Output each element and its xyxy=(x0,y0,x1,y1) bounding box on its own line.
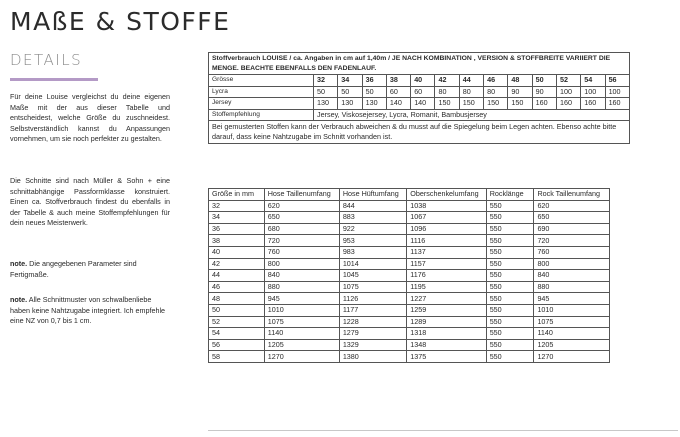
size-cell: 32 xyxy=(314,75,338,87)
table-cell: 550 xyxy=(486,316,534,328)
table-cell: 1140 xyxy=(534,328,610,340)
fabric-amount-cell: 50 xyxy=(362,86,386,98)
fabric-amount-cell: 80 xyxy=(459,86,483,98)
fabric-amount-cell: 130 xyxy=(362,98,386,110)
fabric-amount-cell: 140 xyxy=(386,98,410,110)
fabric-consumption-table xyxy=(208,52,630,144)
fabric-amount-cell: 160 xyxy=(581,98,605,110)
table-cell: 620 xyxy=(264,200,339,212)
table-cell: 1228 xyxy=(339,316,406,328)
table-cell: 1205 xyxy=(264,339,339,351)
fabric-amount-cell: 140 xyxy=(411,98,435,110)
table-cell: 1259 xyxy=(407,304,486,316)
table-row xyxy=(209,281,610,293)
table-cell: 550 xyxy=(486,281,534,293)
table-cell: 840 xyxy=(534,270,610,282)
size-cell: 56 xyxy=(605,75,629,87)
column-header: Oberschenkelumfang xyxy=(407,189,486,201)
size-cell: 34 xyxy=(338,75,362,87)
fabric-note: Bei gemusterten Stoffen kann der Verbrauch abweichen & du musst auf die Spiegelung beim Legen achten. Ebenso achte bitte darauf, dass keine Nahtzugabe im Schnitt vorhanden ist. xyxy=(209,121,630,144)
table-cell: 800 xyxy=(534,258,610,270)
table-cell: 1270 xyxy=(534,351,610,363)
table-cell: 42 xyxy=(209,258,265,270)
table-cell: 1014 xyxy=(339,258,406,270)
fabric-amount-cell: 150 xyxy=(484,98,508,110)
fabric-amount-cell: 160 xyxy=(556,98,580,110)
table-cell: 953 xyxy=(339,235,406,247)
table-row xyxy=(209,235,610,247)
size-cell: 36 xyxy=(362,75,386,87)
table-cell: 46 xyxy=(209,281,265,293)
bottom-divider xyxy=(208,430,678,431)
table-row xyxy=(209,258,610,270)
table-cell: 1279 xyxy=(339,328,406,340)
fabric-amount-cell: 60 xyxy=(386,86,410,98)
table-cell: 550 xyxy=(486,293,534,305)
fabric-amount-cell: 100 xyxy=(556,86,580,98)
table-cell: 1270 xyxy=(264,351,339,363)
size-row-label: Grösse xyxy=(209,75,314,87)
table-cell: 1157 xyxy=(407,258,486,270)
fabric-amount-cell: 100 xyxy=(581,86,605,98)
table-row xyxy=(209,328,610,340)
table-cell: 550 xyxy=(486,212,534,224)
measurement-header-row xyxy=(209,189,610,201)
fabric-amount-cell: 90 xyxy=(508,86,532,98)
table-cell: 1045 xyxy=(339,270,406,282)
accent-divider xyxy=(10,78,98,81)
table-cell: 50 xyxy=(209,304,265,316)
size-row xyxy=(209,75,630,87)
fabric-amount-cell: 130 xyxy=(314,98,338,110)
table-row xyxy=(209,293,610,305)
fabric-amount-cell: 160 xyxy=(532,98,556,110)
table-cell: 1075 xyxy=(264,316,339,328)
table-cell: 1375 xyxy=(407,351,486,363)
fabric-amount-cell: 150 xyxy=(435,98,459,110)
table-cell: 38 xyxy=(209,235,265,247)
table-cell: 40 xyxy=(209,246,265,258)
table-cell: 650 xyxy=(534,212,610,224)
table-cell: 1348 xyxy=(407,339,486,351)
size-cell: 44 xyxy=(459,75,483,87)
table-cell: 54 xyxy=(209,328,265,340)
fabric-amount-cell: 80 xyxy=(484,86,508,98)
table-cell: 1075 xyxy=(534,316,610,328)
table-cell: 550 xyxy=(486,223,534,235)
column-header: Hose Hüftumfang xyxy=(339,189,406,201)
table-cell: 550 xyxy=(486,270,534,282)
fabric-amount-cell: 100 xyxy=(605,86,629,98)
fabric-amount-cell: 90 xyxy=(532,86,556,98)
table-cell: 880 xyxy=(534,281,610,293)
note-label: note. xyxy=(10,259,28,268)
table-cell: 550 xyxy=(486,304,534,316)
recommendation-row xyxy=(209,109,630,121)
column-header: Hose Taillenumfang xyxy=(264,189,339,201)
size-cell: 48 xyxy=(508,75,532,87)
table-cell: 550 xyxy=(486,258,534,270)
note-text: Alle Schnittmuster von schwalbenliebe haben keine Nahtzugabe integriert. Ich empfehle eine NZ von 0,7 bis 1 cm. xyxy=(10,295,166,325)
column-header: Rock Taillenumfang xyxy=(534,189,610,201)
note-finished-measurements xyxy=(10,259,170,280)
table-cell: 1075 xyxy=(339,281,406,293)
table-cell: 720 xyxy=(534,235,610,247)
table-cell: 1195 xyxy=(407,281,486,293)
table-row xyxy=(209,246,610,258)
table-cell: 1176 xyxy=(407,270,486,282)
table-cell: 844 xyxy=(339,200,406,212)
fabric-table-header: Stoffverbrauch LOUISE / ca. Angaben in cm auf 1,40m / JE NACH KOMBINATION , VERSION & STOFFBREITE VARIIERT DIE MENGE. BEACHTE EBENFALLS DEN FADENLAUF. xyxy=(209,53,630,75)
table-cell: 36 xyxy=(209,223,265,235)
table-row xyxy=(209,351,610,363)
table-cell: 1329 xyxy=(339,339,406,351)
size-cell: 42 xyxy=(435,75,459,87)
fabric-amount-cell: 160 xyxy=(605,98,629,110)
section-subtitle: DETAILS xyxy=(10,51,83,69)
table-cell: 1126 xyxy=(339,293,406,305)
table-cell: 760 xyxy=(534,246,610,258)
measurement-table xyxy=(208,188,610,363)
table-cell: 690 xyxy=(534,223,610,235)
note-seam-allowance xyxy=(10,295,170,327)
table-cell: 1010 xyxy=(534,304,610,316)
table-cell: 58 xyxy=(209,351,265,363)
table-row xyxy=(209,223,610,235)
table-row xyxy=(209,200,610,212)
table-row xyxy=(209,304,610,316)
table-cell: 1116 xyxy=(407,235,486,247)
table-cell: 760 xyxy=(264,246,339,258)
table-cell: 720 xyxy=(264,235,339,247)
table-cell: 880 xyxy=(264,281,339,293)
fabric-amount-cell: 130 xyxy=(338,98,362,110)
table-cell: 52 xyxy=(209,316,265,328)
table-cell: 650 xyxy=(264,212,339,224)
table-cell: 32 xyxy=(209,200,265,212)
table-cell: 800 xyxy=(264,258,339,270)
table-cell: 550 xyxy=(486,246,534,258)
recommendation-label: Stoffempfehlung xyxy=(209,109,314,121)
table-row xyxy=(209,339,610,351)
intro-paragraph: Für deine Louise vergleichst du deine eigenen Maße mit der aus dieser Tabelle und entscheidest, welche Größe du zuschneidest. Selbstverständlich kannst du Anpassungen vornehmen, um sie noch perfekter zu gestalten. xyxy=(10,92,170,143)
table-cell: 1380 xyxy=(339,351,406,363)
construction-paragraph: Die Schnitte sind nach Müller & Sohn + eine schnittabhängige Passformklasse konstruiert. Einen ca. Stoffverbrauch findest du ebenfalls in der Tabelle & auch meine Stoffempfehlungen für dein neues Meisterwerk. xyxy=(10,176,170,227)
table-cell: 945 xyxy=(264,293,339,305)
table-cell: 48 xyxy=(209,293,265,305)
table-cell: 1140 xyxy=(264,328,339,340)
table-cell: 550 xyxy=(486,200,534,212)
table-cell: 983 xyxy=(339,246,406,258)
page-title: MAßE & STOFFE xyxy=(10,7,231,36)
table-cell: 1067 xyxy=(407,212,486,224)
table-cell: 1096 xyxy=(407,223,486,235)
table-cell: 1137 xyxy=(407,246,486,258)
fabric-row xyxy=(209,86,630,98)
note-text: Die angegebenen Parameter sind Fertigmaße. xyxy=(10,259,137,279)
table-row xyxy=(209,316,610,328)
size-cell: 50 xyxy=(532,75,556,87)
table-row xyxy=(209,212,610,224)
table-cell: 620 xyxy=(534,200,610,212)
table-cell: 550 xyxy=(486,351,534,363)
table-row xyxy=(209,270,610,282)
recommendation-text: Jersey, Viskosejersey, Lycra, Romanit, Bambusjersey xyxy=(314,109,630,121)
fabric-amount-cell: 150 xyxy=(508,98,532,110)
size-cell: 40 xyxy=(411,75,435,87)
table-cell: 883 xyxy=(339,212,406,224)
table-cell: 922 xyxy=(339,223,406,235)
table-cell: 1177 xyxy=(339,304,406,316)
table-cell: 680 xyxy=(264,223,339,235)
table-cell: 1205 xyxy=(534,339,610,351)
column-header: Größe in mm xyxy=(209,189,265,201)
table-cell: 1010 xyxy=(264,304,339,316)
table-cell: 1318 xyxy=(407,328,486,340)
fabric-row xyxy=(209,98,630,110)
size-cell: 52 xyxy=(556,75,580,87)
table-cell: 840 xyxy=(264,270,339,282)
fabric-label: Jersey xyxy=(209,98,314,110)
note-label: note. xyxy=(10,295,28,304)
fabric-amount-cell: 50 xyxy=(338,86,362,98)
fabric-amount-cell: 80 xyxy=(435,86,459,98)
table-cell: 550 xyxy=(486,328,534,340)
size-cell: 54 xyxy=(581,75,605,87)
table-cell: 550 xyxy=(486,235,534,247)
fabric-amount-cell: 60 xyxy=(411,86,435,98)
table-cell: 945 xyxy=(534,293,610,305)
table-cell: 550 xyxy=(486,339,534,351)
fabric-amount-cell: 50 xyxy=(314,86,338,98)
table-cell: 44 xyxy=(209,270,265,282)
column-header: Rocklänge xyxy=(486,189,534,201)
size-cell: 38 xyxy=(386,75,410,87)
table-cell: 1038 xyxy=(407,200,486,212)
size-cell: 46 xyxy=(484,75,508,87)
fabric-amount-cell: 150 xyxy=(459,98,483,110)
table-cell: 1227 xyxy=(407,293,486,305)
table-cell: 56 xyxy=(209,339,265,351)
note-row xyxy=(209,121,630,144)
table-cell: 1289 xyxy=(407,316,486,328)
fabric-label: Lycra xyxy=(209,86,314,98)
table-cell: 34 xyxy=(209,212,265,224)
